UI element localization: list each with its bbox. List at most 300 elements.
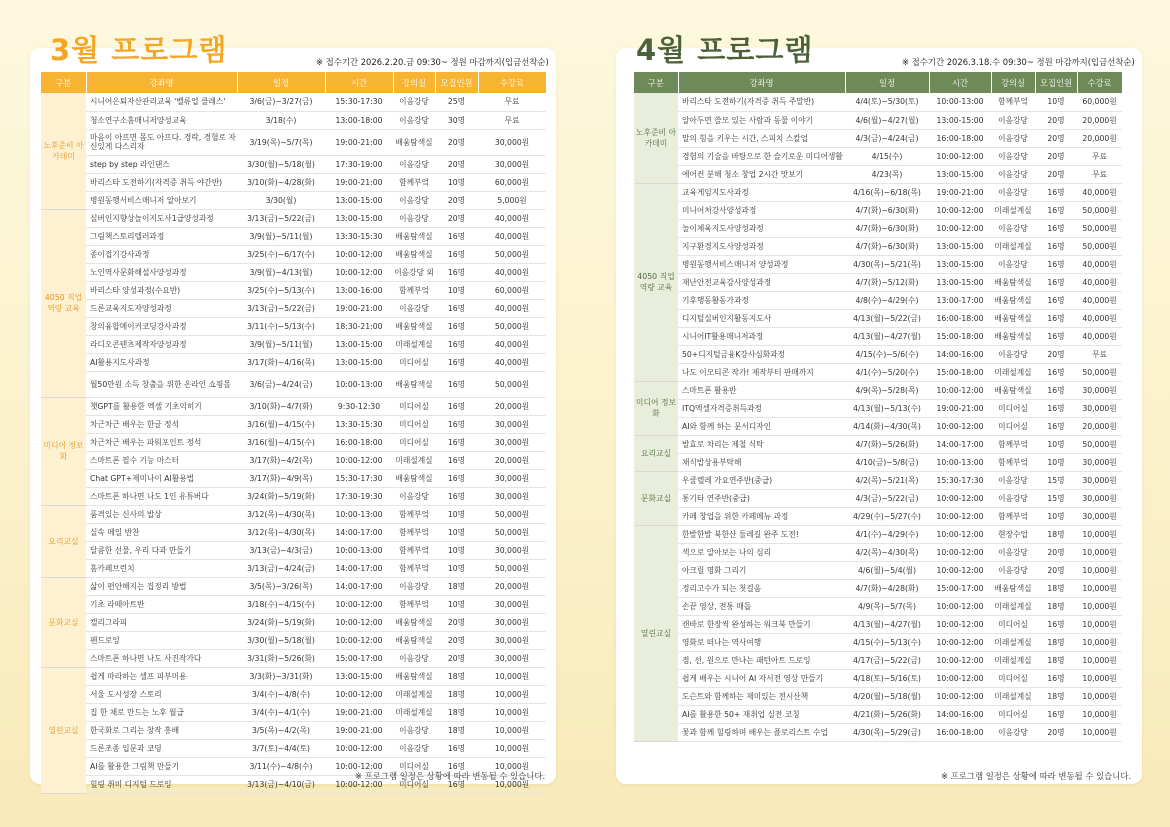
course-time: 19:00-21:00	[929, 399, 991, 417]
course-title: 차근차근 배우는 한글 정석	[86, 415, 237, 433]
course-title: 달콤한 선물, 우리 다과 만들기	[86, 541, 237, 559]
course-title: 아크릴 명화 그리기	[678, 561, 845, 579]
course-time: 10:00-12:00	[929, 633, 991, 651]
course-fee: 30,000원	[478, 155, 546, 173]
course-title: 말의 힘을 키우는 시간, 스피치 스칼업	[678, 129, 845, 147]
course-dates: 3/17(화)~4/2(목)	[237, 451, 325, 469]
course-capacity: 10명	[1035, 435, 1077, 453]
column-header: 일정	[237, 72, 325, 93]
course-capacity: 20명	[435, 649, 478, 667]
table-row	[634, 525, 1122, 543]
course-time: 14:00-16:00	[929, 345, 991, 363]
course-room: 미래설계실	[991, 687, 1035, 705]
course-time: 10:00-12:00	[325, 757, 393, 775]
course-capacity: 20명	[1035, 561, 1077, 579]
course-title: 기후행동활동가과정	[678, 291, 845, 309]
column-header: 모집인원	[435, 72, 478, 93]
course-room: 함께부엌	[991, 93, 1035, 111]
course-dates: 3/12(목)~4/30(목)	[237, 505, 325, 523]
course-time: 10:00-12:00	[929, 543, 991, 561]
course-title: 품격있는 신사의 밥상	[86, 505, 237, 523]
course-title: AI와 함께 하는 문서디자인	[678, 417, 845, 435]
course-fee: 30,000원	[1077, 507, 1122, 525]
course-capacity: 16명	[1035, 183, 1077, 201]
table-row	[634, 417, 1122, 435]
course-title: 바리스타 양성과정(수요반)	[86, 281, 237, 299]
course-title: 쉽게 배우는 시니어 AI 자서전 영상 만들기	[678, 669, 845, 687]
table-row	[41, 335, 546, 353]
course-room: 미디어실	[393, 415, 435, 433]
course-capacity: 16명	[1035, 291, 1077, 309]
table-row	[634, 669, 1122, 687]
column-header: 일정	[845, 72, 929, 93]
course-dates: 4/17(금)~5/22(금)	[845, 651, 929, 669]
table-row	[41, 703, 546, 721]
course-title: 펜드로잉	[86, 631, 237, 649]
course-time: 13:30-15:30	[325, 415, 393, 433]
course-capacity: 10명	[435, 541, 478, 559]
course-title: 바리스타 도전하기(자격증 취득 주말반)	[678, 93, 845, 111]
course-dates: 4/16(목)~6/18(목)	[845, 183, 929, 201]
course-room: 미래설계실	[393, 685, 435, 703]
course-time: 16:00-18:00	[929, 129, 991, 147]
column-header: 수강료	[478, 72, 546, 93]
course-dates: 3/25(수)~6/17(수)	[237, 245, 325, 263]
april-schedule-table	[634, 72, 1123, 742]
course-room: 이음강당	[393, 111, 435, 129]
course-time: 10:00-12:00	[929, 381, 991, 399]
course-time: 19:00-21:00	[325, 299, 393, 317]
course-room: 미디어실	[991, 615, 1035, 633]
course-title: 경험의 기술을 바탕으로 한 슬기로운 미디어생활	[678, 147, 845, 165]
course-room: 배움탐색실	[393, 129, 435, 155]
category-cell: 4050 직업역량 교육	[634, 183, 678, 381]
course-time: 13:00-15:00	[929, 111, 991, 129]
course-room: 미래설계실	[991, 201, 1035, 219]
course-capacity: 16명	[1035, 255, 1077, 273]
course-capacity: 16명	[435, 353, 478, 371]
course-room: 이음강당	[991, 561, 1035, 579]
course-room: 이음강당	[991, 471, 1035, 489]
table-row	[634, 471, 1122, 489]
category-cell: 열린교실	[41, 667, 86, 793]
table-row	[634, 219, 1122, 237]
course-dates: 4/2(목)~4/30(목)	[845, 543, 929, 561]
march-schedule-table	[41, 72, 547, 794]
course-time: 13:00-15:00	[929, 165, 991, 183]
course-dates: 4/6(월)~4/27(월)	[845, 111, 929, 129]
course-title: 스마트폰 하나면 나도 사진작가다	[86, 649, 237, 667]
course-fee: 40,000원	[478, 353, 546, 371]
course-time: 18:30-21:00	[325, 317, 393, 335]
course-fee: 40,000원	[478, 209, 546, 227]
table-row	[41, 281, 546, 299]
column-header: 강의실	[393, 72, 435, 93]
course-fee: 50,000원	[478, 505, 546, 523]
table-row	[41, 523, 546, 541]
course-dates: 4/1(수)~5/20(수)	[845, 363, 929, 381]
course-capacity: 15명	[1035, 489, 1077, 507]
course-fee: 20,000원	[1077, 111, 1122, 129]
course-room: 미래설계실	[991, 651, 1035, 669]
course-title: 병원동행서비스매니저 알아보기	[86, 191, 237, 209]
course-room: 미디어실	[991, 669, 1035, 687]
course-capacity: 18명	[1035, 633, 1077, 651]
course-time: 14:00-17:00	[929, 435, 991, 453]
course-time: 13:00-15:00	[325, 191, 393, 209]
course-capacity: 30명	[435, 111, 478, 129]
course-title: 삶이 편안해지는 집정리 방법	[86, 577, 237, 595]
course-dates: 3/19(목)~5/7(목)	[237, 129, 325, 155]
course-title: 시니어IT활용매니저과정	[678, 327, 845, 345]
course-room: 미래설계실	[991, 237, 1035, 255]
category-cell: 문화교실	[634, 471, 678, 525]
course-dates: 3/5(목)~3/26(목)	[237, 577, 325, 595]
column-header: 구분	[634, 72, 678, 93]
table-row	[634, 273, 1122, 291]
course-title: 스마트폰 하나면 나도 1인 유튜버다	[86, 487, 237, 505]
course-time: 10:00-12:00	[325, 739, 393, 757]
course-fee: 30,000원	[478, 541, 546, 559]
course-time: 15:00-17:00	[929, 579, 991, 597]
course-dates: 4/14(화)~4/30(목)	[845, 417, 929, 435]
course-title: 마음이 아프면 몸도 아프다. 경락, 경혈로 자신있게 다스리자	[86, 129, 237, 155]
course-room: 이음강당	[991, 129, 1035, 147]
course-title: 실속 메일 반찬	[86, 523, 237, 541]
course-room: 함께부엌	[991, 507, 1035, 525]
course-title: 카페 창업을 위한 카페메뉴 과정	[678, 507, 845, 525]
course-title: 놀이체육지도사양성과정	[678, 219, 845, 237]
course-dates: 3/10(화)~4/7(화)	[237, 397, 325, 415]
course-time: 14:00-16:00	[929, 705, 991, 723]
course-capacity: 20명	[435, 155, 478, 173]
course-room: 이음강당	[393, 299, 435, 317]
category-cell: 문화교실	[41, 577, 86, 667]
course-time: 15:30-17:30	[929, 471, 991, 489]
course-capacity: 20명	[1035, 147, 1077, 165]
table-row	[634, 597, 1122, 615]
column-header: 시간	[929, 72, 991, 93]
course-time: 10:00-13:00	[929, 453, 991, 471]
course-capacity: 16명	[1035, 273, 1077, 291]
course-title: 라디오콘텐츠제작자양성과정	[86, 335, 237, 353]
course-title: 영화로 떠나는 역사여행	[678, 633, 845, 651]
category-cell: 미디어 정보화	[634, 381, 678, 435]
course-room: 미디어실	[393, 433, 435, 451]
course-title: 통기타 연주반(중급)	[678, 489, 845, 507]
table-row	[634, 291, 1122, 309]
course-title: 한국화로 그리는 창작 흥배	[86, 721, 237, 739]
course-dates: 3/6(금)~4/24(금)	[237, 371, 325, 397]
table-row	[634, 435, 1122, 453]
course-time: 10:00-13:00	[325, 541, 393, 559]
course-dates: 3/30(월)~5/18(월)	[237, 155, 325, 173]
table-row	[41, 371, 546, 397]
table-row	[634, 687, 1122, 705]
course-fee: 60,000원	[478, 281, 546, 299]
table-row	[41, 541, 546, 559]
course-fee: 20,000원	[478, 577, 546, 595]
course-fee: 50,000원	[478, 523, 546, 541]
course-capacity: 16명	[435, 433, 478, 451]
course-room: 이음강당	[991, 111, 1035, 129]
category-cell: 노후준비 아카데미	[634, 93, 678, 183]
table-row	[41, 649, 546, 667]
course-capacity: 20명	[435, 191, 478, 209]
table-row	[634, 93, 1122, 111]
course-title: 힐링 취미 디지털 드로잉	[86, 775, 237, 793]
course-time: 13:00-18:00	[325, 111, 393, 129]
course-room: 이음강당	[393, 577, 435, 595]
course-dates: 3/9(월)~5/11(월)	[237, 335, 325, 353]
course-title: 월50만원 소득 창출을 위한 온라인 쇼핑몰	[86, 371, 237, 397]
course-fee: 10,000원	[1077, 615, 1122, 633]
course-fee: 50,000원	[1077, 237, 1122, 255]
course-time: 10:00-12:00	[325, 685, 393, 703]
course-dates: 3/25(수)~5/13(수)	[237, 281, 325, 299]
course-room: 함께부엌	[393, 541, 435, 559]
course-dates: 4/9(목)~5/7(목)	[845, 597, 929, 615]
course-time: 10:00-13:00	[929, 93, 991, 111]
course-fee: 10,000원	[1077, 669, 1122, 687]
april-table-header	[634, 72, 1122, 93]
course-fee: 60,000원	[478, 173, 546, 191]
course-dates: 3/6(금)~3/27(금)	[237, 93, 325, 111]
course-title: 스마트폰 활용반	[678, 381, 845, 399]
course-room: 미래설계실	[991, 363, 1035, 381]
course-title: 청소연구소홈매니저양성교육	[86, 111, 237, 129]
course-room: 배움탐색실	[393, 667, 435, 685]
course-room: 이음강당	[991, 183, 1035, 201]
course-time: 15:00-18:00	[929, 327, 991, 345]
course-title: 병원동행서비스매니저 양성과정	[678, 255, 845, 273]
course-title: 챗GPT를 활용한 엑셀 기초익히기	[86, 397, 237, 415]
course-fee: 40,000원	[1077, 183, 1122, 201]
course-fee: 10,000원	[1077, 687, 1122, 705]
course-time: 10:00-12:00	[929, 561, 991, 579]
course-dates: 3/13(금)~4/10(금)	[237, 775, 325, 793]
course-capacity: 16명	[1035, 417, 1077, 435]
course-capacity: 10명	[435, 523, 478, 541]
category-cell: 요리교실	[634, 435, 678, 471]
course-capacity: 16명	[435, 487, 478, 505]
course-room: 미디어실	[393, 775, 435, 793]
course-fee: 10,000원	[478, 721, 546, 739]
table-row	[41, 299, 546, 317]
course-fee: 50,000원	[478, 245, 546, 263]
course-dates: 3/18(수)	[237, 111, 325, 129]
course-capacity: 16명	[435, 335, 478, 353]
course-capacity: 16명	[1035, 219, 1077, 237]
course-room: 함께부엌	[393, 559, 435, 577]
course-capacity: 16명	[435, 415, 478, 433]
course-capacity: 16명	[435, 775, 478, 793]
course-time: 10:00-12:00	[325, 631, 393, 649]
course-title: 종이접기강사과정	[86, 245, 237, 263]
course-fee: 30,000원	[1077, 381, 1122, 399]
course-capacity: 16명	[1035, 399, 1077, 417]
table-row	[634, 363, 1122, 381]
course-room: 이음강당	[393, 209, 435, 227]
course-room: 미래설계실	[991, 633, 1035, 651]
table-row	[41, 111, 546, 129]
course-room: 이음강당 외	[393, 263, 435, 281]
course-time: 9:30-12:30	[325, 397, 393, 415]
course-capacity: 16명	[435, 263, 478, 281]
course-dates: 3/18(수)~4/15(수)	[237, 595, 325, 613]
course-capacity: 18명	[435, 577, 478, 595]
course-room: 이음강당	[393, 739, 435, 757]
course-dates: 3/11(수)~4/8(수)	[237, 757, 325, 775]
course-dates: 4/9(목)~5/28(목)	[845, 381, 929, 399]
course-time: 10:00-12:00	[929, 615, 991, 633]
course-room: 함께부엌	[393, 281, 435, 299]
column-header: 시간	[325, 72, 393, 93]
course-fee: 40,000원	[1077, 309, 1122, 327]
course-time: 15:00-17:00	[325, 649, 393, 667]
course-title: 디지털실버인지활동지도사	[678, 309, 845, 327]
course-title: 드론조종 입문과 코딩	[86, 739, 237, 757]
course-time: 10:00-12:00	[929, 597, 991, 615]
table-row	[41, 433, 546, 451]
table-row	[634, 399, 1122, 417]
course-title: 노인역사문화해설사양성과정	[86, 263, 237, 281]
course-time: 10:00-12:00	[325, 613, 393, 631]
course-time: 10:00-12:00	[325, 451, 393, 469]
table-row	[634, 129, 1122, 147]
course-room: 배움탐색실	[991, 309, 1035, 327]
course-time: 10:00-12:00	[929, 651, 991, 669]
course-title: 차근차근 배우는 파워포인트 정석	[86, 433, 237, 451]
course-title: 50+디지털금융K강사심화과정	[678, 345, 845, 363]
course-fee: 10,000원	[1077, 651, 1122, 669]
course-dates: 3/31(화)~5/26(화)	[237, 649, 325, 667]
course-dates: 4/18(토)~5/16(토)	[845, 669, 929, 687]
course-capacity: 10명	[435, 595, 478, 613]
course-dates: 3/24(화)~5/19(화)	[237, 613, 325, 631]
course-capacity: 16명	[1035, 381, 1077, 399]
course-room: 이음강당	[393, 191, 435, 209]
course-time: 15:30-17:30	[325, 93, 393, 111]
course-dates: 4/7(화)~5/12(화)	[845, 273, 929, 291]
table-row	[41, 559, 546, 577]
course-dates: 3/13(금)~4/3(금)	[237, 541, 325, 559]
column-header: 구분	[41, 72, 86, 93]
table-row	[634, 309, 1122, 327]
course-room: 배움탐색실	[393, 613, 435, 631]
course-dates: 4/4(토)~5/30(토)	[845, 93, 929, 111]
course-title: 시니어은퇴자산관리교육 '밸류업 클래스'	[86, 93, 237, 111]
course-dates: 4/1(수)~4/29(수)	[845, 525, 929, 543]
course-capacity: 18명	[435, 667, 478, 685]
column-header: 강의실	[991, 72, 1035, 93]
course-fee: 10,000원	[478, 685, 546, 703]
course-title: 실버인지향상놀이지도사1급양성과정	[86, 209, 237, 227]
course-room: 이음강당	[393, 155, 435, 173]
course-dates: 3/4(수)~4/1(수)	[237, 703, 325, 721]
course-capacity: 16명	[435, 371, 478, 397]
table-row	[41, 129, 546, 155]
course-time: 16:00-18:00	[929, 309, 991, 327]
course-fee: 40,000원	[478, 299, 546, 317]
course-fee: 20,000원	[1077, 129, 1122, 147]
course-fee: 50,000원	[478, 317, 546, 335]
course-capacity: 18명	[435, 685, 478, 703]
course-time: 10:00-12:00	[929, 687, 991, 705]
course-fee: 30,000원	[478, 129, 546, 155]
course-room: 배움탐색실	[991, 579, 1035, 597]
course-time: 17:30-19:00	[325, 155, 393, 173]
course-title: 꽃과 함께 힐링하며 배우는 플로리스트 수업	[678, 723, 845, 741]
course-title: 발효로 차리는 제철 식탁	[678, 435, 845, 453]
course-title: 바리스타 도전하기(자격증 취득 야간반)	[86, 173, 237, 191]
table-row	[634, 147, 1122, 165]
course-fee: 30,000원	[478, 415, 546, 433]
course-fee: 20,000원	[1077, 417, 1122, 435]
course-room: 미래설계실	[991, 597, 1035, 615]
table-row	[41, 227, 546, 245]
course-title: 홈카페브런치	[86, 559, 237, 577]
table-row	[41, 577, 546, 595]
course-capacity: 18명	[435, 721, 478, 739]
course-dates: 4/8(수)~4/29(수)	[845, 291, 929, 309]
course-fee: 무료	[1077, 345, 1122, 363]
course-capacity: 20명	[1035, 345, 1077, 363]
course-dates: 4/13(월)~5/13(수)	[845, 399, 929, 417]
course-title: 에어컨 분해 청소 창업 2시간 맛보기	[678, 165, 845, 183]
course-time: 19:00-21:00	[325, 173, 393, 191]
course-room: 현장수업	[991, 525, 1035, 543]
course-time: 14:00-17:00	[325, 577, 393, 595]
course-dates: 4/13(월)~5/22(금)	[845, 309, 929, 327]
course-time: 16:00-18:00	[929, 723, 991, 741]
course-fee: 10,000원	[478, 739, 546, 757]
course-dates: 4/15(수)	[845, 147, 929, 165]
course-capacity: 16명	[435, 227, 478, 245]
course-capacity: 16명	[1035, 201, 1077, 219]
course-fee: 10,000원	[478, 667, 546, 685]
course-fee: 30,000원	[1077, 453, 1122, 471]
course-fee: 무료	[478, 93, 546, 111]
course-title: 미니어처강사양성과정	[678, 201, 845, 219]
course-time: 10:00-12:00	[929, 525, 991, 543]
course-capacity: 10명	[1035, 453, 1077, 471]
course-dates: 3/16(월)~4/15(수)	[237, 415, 325, 433]
table-row	[634, 543, 1122, 561]
course-capacity: 20명	[1035, 723, 1077, 741]
category-cell: 미디어 정보화	[41, 397, 86, 505]
table-row	[634, 237, 1122, 255]
category-cell: 4050 직업역량 교육	[41, 209, 86, 397]
course-fee: 50,000원	[478, 559, 546, 577]
course-dates: 3/12(목)~4/30(목)	[237, 523, 325, 541]
march-table-body	[41, 93, 546, 793]
course-fee: 30,000원	[478, 631, 546, 649]
table-row	[41, 415, 546, 433]
course-dates: 4/13(월)~4/27(월)	[845, 615, 929, 633]
course-room: 함께부엌	[991, 453, 1035, 471]
course-time: 13:00-16:00	[325, 281, 393, 299]
course-title: 창의융합메이커코딩강사과정	[86, 317, 237, 335]
course-capacity: 16명	[435, 299, 478, 317]
course-time: 10:00-12:00	[325, 595, 393, 613]
table-row	[41, 721, 546, 739]
course-dates: 4/10(금)~5/8(금)	[845, 453, 929, 471]
course-dates: 3/5(목)~4/2(목)	[237, 721, 325, 739]
course-fee: 30,000원	[478, 469, 546, 487]
course-room: 미래설계실	[393, 451, 435, 469]
course-fee: 10,000원	[1077, 543, 1122, 561]
